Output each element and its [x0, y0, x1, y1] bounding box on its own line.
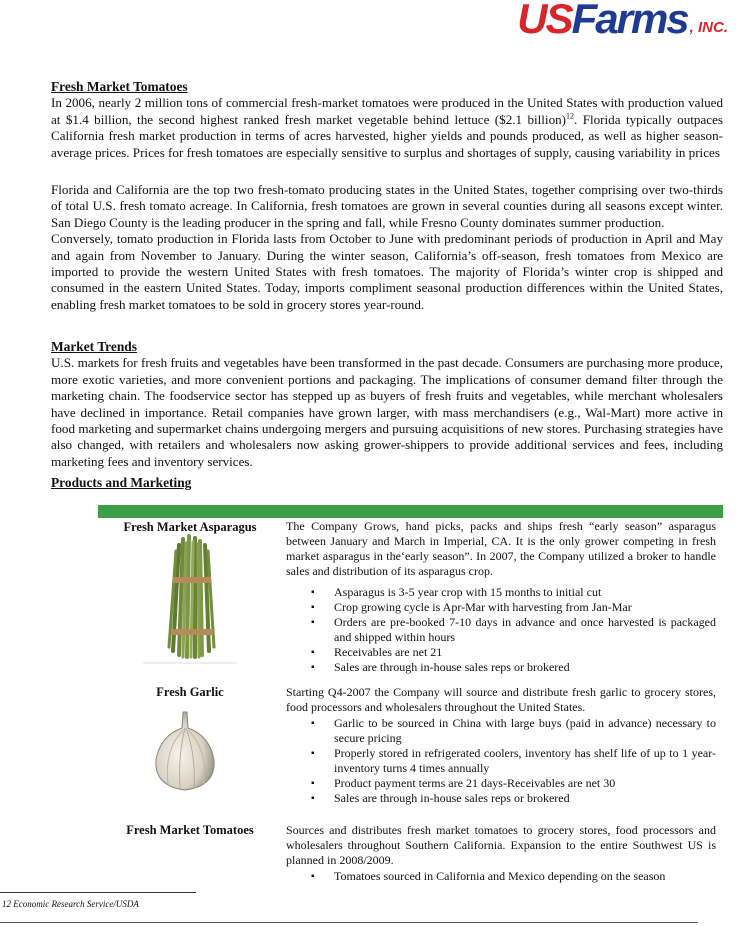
- section-market-trends: [51, 339, 723, 470]
- garlic-bullets: [286, 716, 716, 806]
- list-item: ▪ Tomatoes sourced in California and Mexico depending on the season: [334, 869, 716, 884]
- tomatoes-paragraph-3: Conversely, tomato production in Florida lasts from October to June with predominant periods of production in April and May and again from November to January. During the winter season, California’s off-season, fresh tomatoes from Mexico are imported to provide the western United States with fresh tomatoes. The majority of Florida’s winter crop is shipped and consumed in the eastern United States. Today, imports compliment seasonal production differences within the United States, enabling fresh market tomatoes to be sold in grocery stores year-round.: [51, 231, 723, 312]
- logo-us: US: [517, 0, 572, 42]
- table-header-bar: [98, 505, 723, 518]
- section-fresh-market-tomatoes: [51, 79, 723, 161]
- heading-products-marketing: Products and Marketing: [51, 475, 192, 490]
- tomatoes-description: Sources and distributes fresh market tomatoes to grocery stores, food processors and wholesalers throughout Southern California. Expansion to the entire Southwest US is planned in 2008/2009.: [286, 823, 716, 867]
- list-item: ▪ Orders are pre-booked 7-10 days in advance and once harvested is packaged and shipped within hours: [334, 615, 716, 645]
- section-tomato-states: [51, 182, 723, 313]
- garlic-description: Starting Q4-2007 the Company will source and distribute fresh garlic to grocery stores, food processors and wholesalers throughout the United States.: [286, 685, 716, 714]
- garlic-image: [150, 710, 220, 792]
- tomatoes-paragraph-2: Florida and California are the top two fresh-tomato producing states in the United States, together comprising over two-thirds of total U.S. fresh tomato acreage. In California, fresh tomatoes are grown in several counties during all seasons except winter. San Diego County is the leading producer in the spring and fall, while Fresno County dominates summer production.: [51, 182, 723, 230]
- list-item: ▪ Properly stored in refrigerated coolers, inventory has shelf life of up to 1 year- inventory turns 4 times annually: [334, 746, 716, 776]
- product-desc-asparagus: [286, 519, 716, 675]
- market-trends-paragraph: U.S. markets for fresh fruits and vegetables have been transformed in the past decade. Consumers are purchasing more produce, more exotic varieties, and more convenient portions and packaging. The implications of consumer demand filter through the marketing chain. The foodservice sector has stepped up as buyers of fresh fruits and vegetables, while merchant wholesalers have declined in importance. Retail companies have grown larger, with mass merchandisers (e.g., Wal-Mart) more active in food marketing and supermarket chains undergoing mergers and pursuing acquisitions of new stores. Purchasing strategies have also changed, with retailers and wholesalers now asking grower-shippers to provide additional services and fees, including marketing fees and inventory services.: [51, 355, 723, 469]
- footnote: 12 Economic Research Service/USDA: [2, 899, 139, 909]
- section-products-marketing: [51, 475, 723, 491]
- heading-fresh-market-tomatoes: Fresh Market Tomatoes: [51, 79, 188, 94]
- product-label-tomatoes: Fresh Market Tomatoes: [126, 823, 254, 837]
- tomatoes-p1-rest: . Florida typically outpaces California fresh market production in terms of acres harvested, higher yields and pounds produced, as well as higher season-average prices. Prices for fresh tomatoes are especially sensitive to surplus and shortages of supply, causing variability in prices: [51, 111, 723, 160]
- heading-market-trends: Market Trends: [51, 339, 137, 354]
- tomatoes-p1-text: In 2006, nearly 2 million tons of commercial fresh-market tomatoes were produced in the United States with production valued at $1.4 billion, the second highest ranked fresh market vegetable behind lettuce ($2.1 billion): [51, 95, 723, 127]
- asparagus-description: The Company Grows, hand picks, packs and ships fresh “early season” asparagus between January and March in Imperial, CA. It is the only grower competing in fresh market asparagus in the‘early season”. In 2007, the Company utilized a broker to handle sales and distribution of its asparagus crop.: [286, 519, 716, 578]
- product-label-asparagus: Fresh Market Asparagus: [123, 520, 257, 534]
- tomatoes-bullets: [286, 869, 716, 884]
- logo-farms: Farms: [571, 0, 688, 42]
- footnote-ref: 12: [566, 111, 575, 121]
- product-desc-tomatoes: [286, 823, 716, 884]
- list-item: ▪ Receivables are net 21: [334, 645, 716, 660]
- company-logo: [517, 0, 728, 40]
- list-item: ▪ Asparagus is 3-5 year crop with 15 months to initial cut: [334, 585, 716, 600]
- footnote-rule: [0, 892, 196, 893]
- asparagus-bullets: [286, 585, 716, 675]
- logo-inc: , INC.: [689, 19, 728, 36]
- list-item: ▪ Garlic to be sourced in China with large buys (paid in advance) necessary to secure pricing: [334, 716, 716, 746]
- product-desc-garlic: [286, 685, 716, 806]
- list-item: ▪ Sales are through in-house sales reps or brokered: [334, 660, 716, 675]
- product-label-garlic: Fresh Garlic: [156, 685, 224, 699]
- list-item: ▪ Crop growing cycle is Apr-Mar with harvesting from Jan-Mar: [334, 600, 716, 615]
- asparagus-image: [143, 533, 237, 665]
- tomatoes-paragraph-1: [51, 95, 723, 161]
- list-item: ▪ Sales are through in-house sales reps or brokered: [334, 791, 716, 806]
- list-item: ▪ Product payment terms are 21 days-Receivables are net 30: [334, 776, 716, 791]
- bottom-rule: [0, 922, 698, 923]
